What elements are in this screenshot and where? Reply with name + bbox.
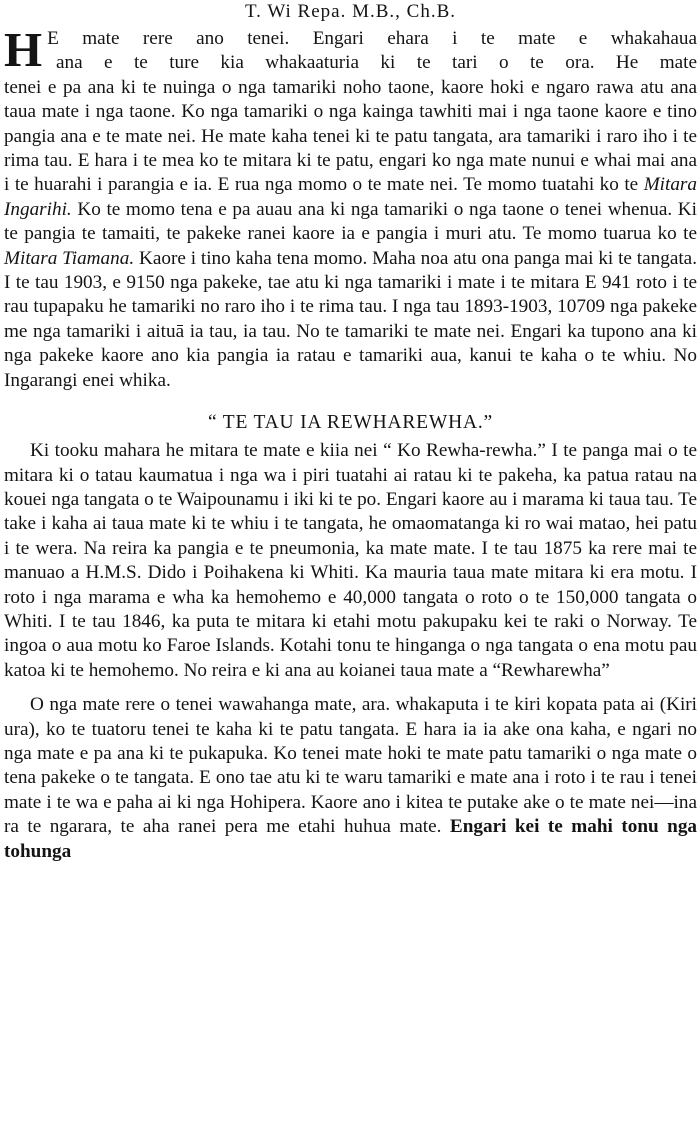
running-head: T. Wi Repa. M.B., Ch.B. (244, 1, 456, 22)
italic-term-german-measles: Mitara Tiamana. (4, 247, 135, 269)
paragraph-scarlet-fever (4, 693, 697, 864)
paragraph-measles-body: tenei e pa ana ki te nuinga o nga tamariki noho taone, kaore hoki e ngaro rawa atu ana taua mate i nga taone. Ko nga tamariki o nga kainga tawhiti mai i nga taone kaore e tino pangia ana e te mate nei. He mate kaha tenei ki te patu tangata, ara tamariki i raro iho i te rima tau. E hara i te mea ko te mitara ki te patu, engari ko nga mate nunui e whai mai ana i te huarahi i parangia e ia. E rua nga momo o te mate nei. Te momo tuatahi ko te (4, 76, 697, 196)
paragraph-measles-line2: ana e te ture kia whakaaturia ki te tari o te ora. He mate (56, 52, 697, 74)
section-heading: “ TE TAU IA REWHAREWHA.” (208, 412, 493, 434)
paragraph-measles-body-3: Kaore i tino kaha tena momo. Maha noa atu ona panga mai ki te tangata. I te tau 1903, e 9150 nga pakeke, tae atu ki nga tamariki i mate i te mitara E 941 roto i te rau tupapaku he tamariki no raro iho i te rima tau. I nga tau 1893-1903, 10709 nga pakeke me nga tamariki i aituā ia tau, ia tau. No te tamariki te mate nei. Engari ka tupono ana ki nga pakeke kaore ano kia pangia ia ratau e tamariki aua, kanui te kaha o te whiu. No Ingarangi enei whika. (4, 247, 697, 391)
paragraph-measles-body-2: Ko te momo tena e pa auau ana ki nga tamariki o nga taone o tenei whenua. Ki te pangia te tamaiti, te pakeke ranei kaore ia e pangia i muri atu. Te momo tuarua ko te (4, 198, 697, 245)
paragraph-rewharewha: Ki tooku mahara he mitara te mate e kiia nei “ Ko Rewha-rewha.” I te panga mai o te mitara ki o tatau kaumatua i nga wa i piri tuatahi ai ratau ki te pakeha, ka patua ratau na kouei nga tangata o te Waipounamu i iki ki te po. Engari kaore au i marama ki taua tau. Te take i kaha ai taua mate ki te whiu i te tangata, he omaomatanga ki ro wai matao, hei patu i te wera. Na reira ka pangia e te pneumonia, ka mate mate. I te tau 1875 ka rere mai te manuao a H.M.S. Dido i Poihakena ki Whiti. Ka mauria taua mate mitara ki era motu. I roto i nga marama e wha ka hemohemo e 40,000 tangata o roto o te 150,000 tangata o Whiti. I te tau 1846, ka puta te mitara ki etahi motu pakupaku kei te raki o Norway. Te ingoa o aua motu ko Faroe Islands. Kotahi tonu te hinganga o nga tangata o ena motu pau katoa ki te hemohemo. No reira e ki ana au koianei taua mate a “Rewharewha” (4, 440, 697, 681)
paragraph-measles (4, 22, 697, 393)
paragraph-scarlet-fever-bold: Engari kei te mahi tonu nga tohunga (4, 816, 698, 862)
italic-term-english-measles: Mitara Ingarihi. (4, 174, 697, 220)
paragraph-measles-line1: E mate rere ano tenei. Engari ehara i te mate e whakahaua (47, 28, 697, 49)
drop-cap: H (4, 22, 43, 77)
paragraph-scarlet-fever-body: O nga mate rere o tenei wawahanga mate, ara. whakaputa i te kiri kopata pata ai (Kiri ura), ko te tuatoru tenei te kaha ki te patu tangata. E hara ia ia ake ona kaha, e ngari no nga mate e pa ana ki te pukapuka. Ko tenei mate hoki te mate patu tamariki o nga mate o tena pakeke o te tangata. E ono tae atu ki te waru tamariki e mate ana i roto i te rau i tenei mate i te wa e paha ai ki nga Hohipera. Kaore ano i kitea te putake ake o te mate nei—ina ra te ngarara, te aha ranei pera me etahi huhua mate. (4, 694, 697, 838)
